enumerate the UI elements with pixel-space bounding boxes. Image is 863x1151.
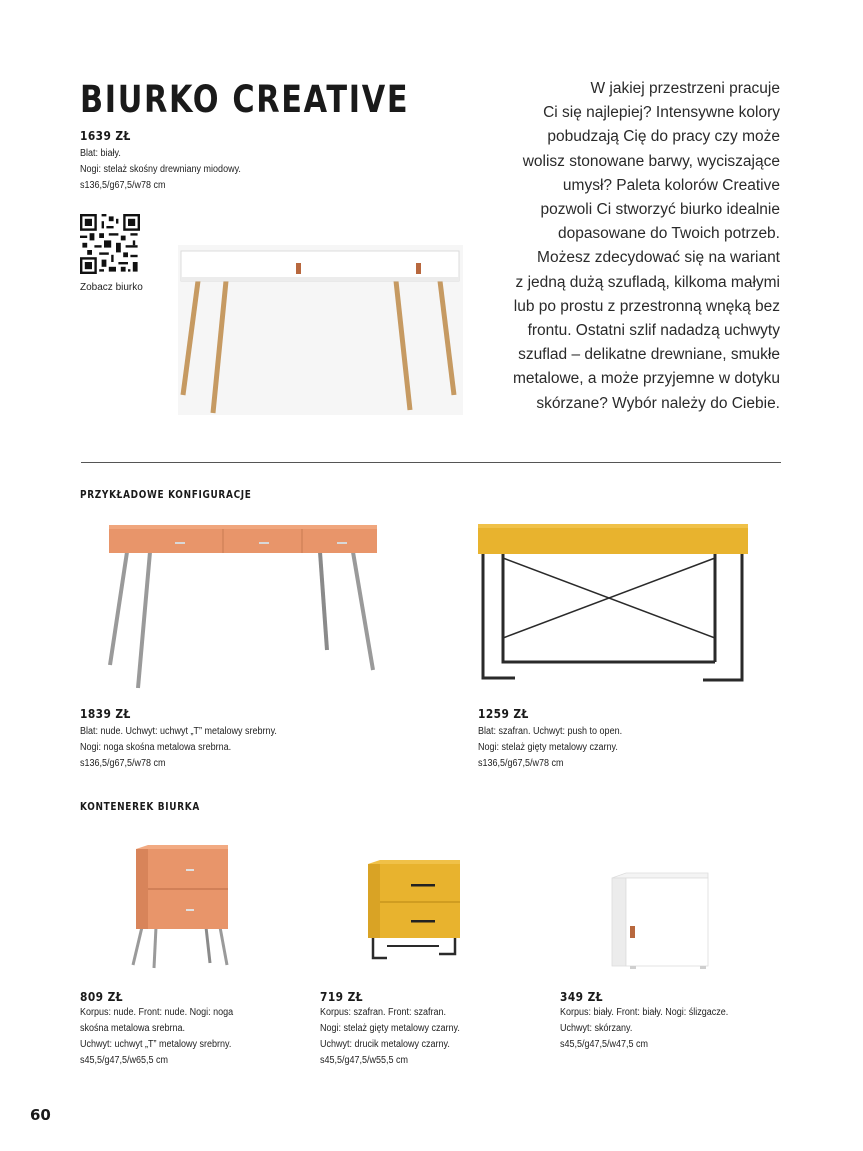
container-2-price: 719 ZŁ [320, 989, 363, 1004]
desk-leg [138, 552, 150, 688]
spec-line: Nogi: stelaż gięty metalowy czarny. [320, 1023, 460, 1034]
config-2-specs [478, 724, 622, 772]
intro-line: szuflad – delikatne drewniane, smukłe [518, 346, 780, 364]
spec-line: Blat: szafran. Uchwyt: push to open. [478, 726, 623, 737]
spec-line: Nogi: stelaż gięty metalowy czarny. [478, 742, 618, 753]
wire-handle-icon [411, 884, 435, 887]
desk-leg [320, 552, 327, 650]
intro-line: pozwoli Ci stworzyć biurko idealnie [540, 201, 780, 219]
intro-line: W jakiej przestrzeni pracuje [590, 80, 780, 97]
container-saffron-image [365, 858, 465, 963]
leather-handle-icon [630, 926, 635, 938]
container-leg [206, 927, 210, 963]
desk-nude-image [105, 520, 380, 690]
spec-line: s136,5/g67,5/w78 cm [478, 758, 564, 769]
intro-line: lub po prostu z przestronną wnęką bez [513, 297, 780, 315]
spec-line: Uchwyt: skórzany. [560, 1023, 633, 1034]
config-1-price: 1839 ZŁ [80, 706, 131, 721]
qr-caption[interactable]: Zobacz biurko [80, 282, 143, 293]
main-specs [80, 146, 241, 194]
container-3-specs [560, 1005, 728, 1053]
spec-line: Korpus: szafran. Front: szafran. [320, 1007, 447, 1018]
config-1-specs [80, 724, 277, 772]
intro-line: frontu. Ostatni szlif nadadzą uchwyty [527, 322, 780, 340]
leather-handle-icon [416, 263, 421, 274]
spec-line: s45,5/g47,5/w55,5 cm [320, 1055, 409, 1066]
intro-line: dopasowane do Twoich potrzeb. [557, 225, 780, 243]
spec-line: s45,5/g47,5/w47,5 cm [560, 1039, 649, 1050]
container-2-specs [320, 1005, 460, 1069]
spec-line: s136,5/g67,5/w78 cm [80, 180, 166, 191]
main-price: 1639 ZŁ [80, 128, 131, 143]
intro-line: metalowe, a może przyjemne w dotyku [512, 370, 780, 388]
desk-leg [353, 552, 373, 670]
leather-handle-icon [296, 263, 301, 274]
desk-creative-white-image [178, 245, 463, 415]
t-handle-icon [259, 542, 269, 544]
spec-line: s136,5/g67,5/w78 cm [80, 758, 166, 769]
qr-code[interactable] [80, 214, 140, 274]
config-2-price: 1259 ZŁ [478, 706, 529, 721]
spec-line: Uchwyt: uchwyt „T” metalowy srebrny. [80, 1039, 232, 1050]
intro-line: Ci się najlepiej? Intensywne kolory [543, 104, 780, 122]
spec-line: Blat: nude. Uchwyt: uchwyt „T” metalowy srebrny. [80, 726, 277, 737]
t-handle-icon [175, 542, 185, 544]
desk-saffron-image [475, 520, 750, 690]
spec-line: Nogi: noga skośna metalowa srebrna. [80, 742, 232, 753]
container-1-specs [80, 1005, 233, 1069]
page-number: 60 [30, 1106, 51, 1124]
wire-handle-icon [411, 920, 435, 923]
t-handle-icon [186, 869, 194, 871]
spec-line: s45,5/g47,5/w65,5 cm [80, 1055, 169, 1066]
spec-line: Blat: biały. [80, 148, 121, 159]
container-leg [154, 927, 156, 968]
container-1-price: 809 ZŁ [80, 989, 123, 1004]
intro-line: wolisz stonowane barwy, wyciszające [522, 152, 780, 170]
containers-heading: KONTENEREK BIURKA [80, 801, 200, 813]
desk-frame [483, 554, 515, 678]
configs-heading: PRZYKŁADOWE KONFIGURACJE [80, 489, 252, 501]
container-nude-image [128, 845, 233, 970]
desk-leg [110, 552, 127, 665]
container-3-price: 349 ZŁ [560, 989, 603, 1004]
t-handle-icon [337, 542, 347, 544]
container-leg [133, 927, 142, 965]
container-frame [373, 936, 387, 958]
spec-line: skośna metalowa srebrna. [80, 1023, 186, 1034]
page-title: BIURKO CREATIVE [80, 78, 410, 121]
spec-line: Korpus: biały. Front: biały. Nogi: ślizgacze. [560, 1007, 729, 1018]
container-leg [220, 927, 227, 965]
spec-line: Nogi: stelaż skośny drewniany miodowy. [80, 164, 241, 175]
container-frame [439, 936, 455, 954]
container-white-image [608, 872, 712, 972]
intro-line: Możesz zdecydować się na wariant [537, 249, 780, 267]
spec-line: Korpus: nude. Front: nude. Nogi: noga [80, 1007, 234, 1018]
intro-line: umysł? Paleta kolorów Creative [562, 176, 780, 194]
spec-line: Uchwyt: drucik metalowy czarny. [320, 1039, 450, 1050]
t-handle-icon [186, 909, 194, 911]
intro-line: skórzane? Wybór należy do Ciebie. [536, 394, 780, 412]
intro-line: pobudzają Cię do pracy czy może [547, 128, 780, 146]
intro-line: z jedną dużą szufladą, kilkoma małymi [515, 273, 780, 291]
intro-paragraph [460, 77, 780, 416]
divider [81, 462, 781, 463]
